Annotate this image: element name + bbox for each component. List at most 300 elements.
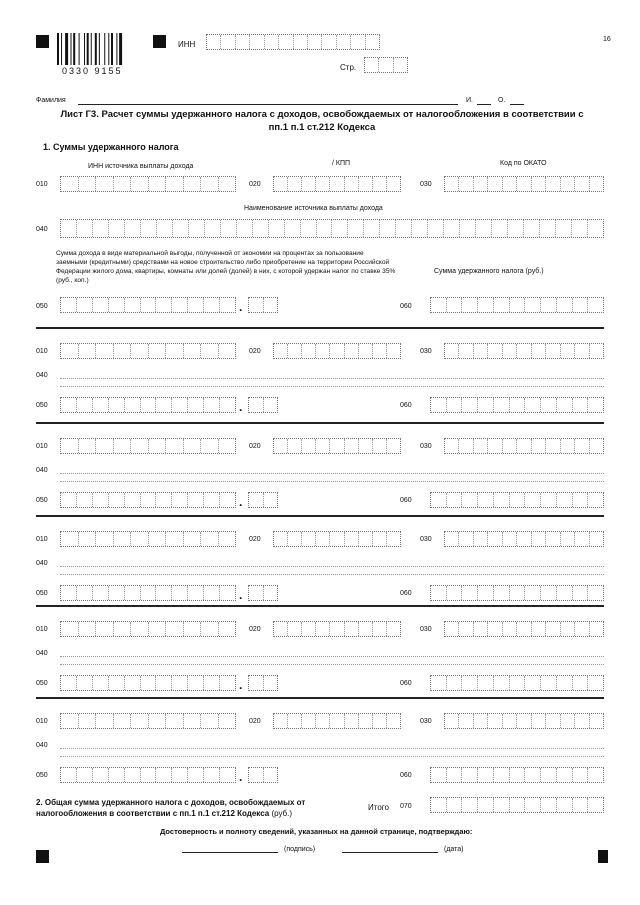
barcode-bar bbox=[87, 33, 89, 65]
cell bbox=[76, 398, 92, 412]
cell bbox=[219, 676, 235, 690]
cell bbox=[172, 220, 188, 237]
code-020-label: 020 bbox=[249, 718, 261, 725]
barcode-number: 0330 9155 bbox=[62, 66, 123, 76]
cell bbox=[287, 439, 301, 453]
cell bbox=[156, 220, 172, 237]
code-050-label: 050 bbox=[36, 303, 48, 310]
cell bbox=[76, 298, 92, 312]
cell bbox=[249, 676, 263, 690]
income-rub-field-4[interactable] bbox=[60, 585, 236, 601]
tax-sum-field-3[interactable] bbox=[430, 492, 604, 508]
code-020-label: 020 bbox=[249, 348, 261, 355]
kpp-field-2[interactable] bbox=[273, 343, 401, 359]
code-050-label: 050 bbox=[36, 772, 48, 779]
cell bbox=[587, 798, 603, 812]
cell bbox=[545, 622, 559, 636]
cell bbox=[473, 344, 487, 358]
cell bbox=[493, 586, 509, 600]
cell bbox=[187, 586, 203, 600]
inn-field[interactable] bbox=[206, 34, 380, 50]
cell bbox=[171, 298, 187, 312]
cell bbox=[531, 532, 545, 546]
cell bbox=[315, 532, 329, 546]
cell bbox=[344, 344, 358, 358]
block-separator bbox=[36, 422, 604, 424]
cell bbox=[301, 439, 315, 453]
cell bbox=[589, 532, 603, 546]
cell bbox=[108, 768, 124, 782]
cell bbox=[502, 344, 516, 358]
cell bbox=[445, 439, 458, 453]
cell bbox=[545, 532, 559, 546]
source-name-field-4[interactable] bbox=[60, 566, 604, 567]
cell bbox=[130, 177, 148, 191]
cell bbox=[293, 35, 307, 49]
income-rub-field-6[interactable] bbox=[60, 767, 236, 783]
cell bbox=[61, 344, 78, 358]
cell bbox=[307, 35, 321, 49]
cell bbox=[249, 298, 263, 312]
cell bbox=[165, 532, 183, 546]
cell bbox=[155, 768, 171, 782]
cell bbox=[493, 398, 509, 412]
cell bbox=[587, 586, 603, 600]
income-rub-field-2[interactable] bbox=[60, 397, 236, 413]
code-020-label: 020 bbox=[249, 536, 261, 543]
cell bbox=[372, 177, 386, 191]
cell bbox=[124, 676, 140, 690]
code-060-label: 060 bbox=[400, 590, 412, 597]
cell bbox=[473, 439, 487, 453]
cell bbox=[187, 298, 203, 312]
cell bbox=[502, 622, 516, 636]
cell bbox=[365, 58, 378, 72]
inn-source-field-5[interactable] bbox=[60, 621, 236, 637]
cell bbox=[524, 768, 540, 782]
cell bbox=[589, 622, 603, 636]
cell bbox=[516, 344, 530, 358]
cell bbox=[509, 768, 525, 782]
cell bbox=[545, 177, 559, 191]
col-inn-label: ИНН источника выплаты дохода bbox=[88, 163, 194, 170]
cell bbox=[301, 622, 315, 636]
cell bbox=[76, 676, 92, 690]
cell bbox=[372, 714, 386, 728]
section1-heading: 1. Суммы удержанного налога bbox=[43, 142, 179, 152]
cell bbox=[92, 298, 108, 312]
decimal-point: . bbox=[239, 588, 243, 602]
inn-source-field-3[interactable] bbox=[60, 438, 236, 454]
code-030-label: 030 bbox=[420, 181, 432, 188]
cell bbox=[574, 622, 588, 636]
cell bbox=[130, 532, 148, 546]
cell bbox=[587, 676, 603, 690]
cell bbox=[218, 344, 236, 358]
barcode-icon bbox=[57, 33, 143, 65]
cell bbox=[461, 398, 477, 412]
okato-field[interactable] bbox=[444, 176, 604, 192]
block-separator bbox=[36, 515, 604, 517]
inn-source-field-4[interactable] bbox=[60, 531, 236, 547]
cell bbox=[386, 344, 400, 358]
cell bbox=[315, 177, 329, 191]
cell bbox=[446, 676, 462, 690]
source-name-field-3[interactable] bbox=[60, 473, 604, 474]
cell bbox=[446, 493, 462, 507]
kpp-field[interactable] bbox=[273, 176, 401, 192]
source-name-field-6[interactable] bbox=[60, 748, 604, 749]
source-name-field-2[interactable] bbox=[60, 378, 604, 379]
cell bbox=[183, 344, 201, 358]
cell bbox=[372, 439, 386, 453]
cell bbox=[219, 298, 235, 312]
cell bbox=[183, 439, 201, 453]
okato-field-3[interactable] bbox=[444, 438, 604, 454]
cell bbox=[171, 768, 187, 782]
cell bbox=[263, 676, 278, 690]
cell bbox=[140, 298, 156, 312]
code-060-label: 060 bbox=[400, 402, 412, 409]
inn-source-field-6[interactable] bbox=[60, 713, 236, 729]
cell bbox=[509, 398, 525, 412]
cell bbox=[108, 586, 124, 600]
cell bbox=[203, 586, 219, 600]
cell bbox=[446, 398, 462, 412]
cell bbox=[431, 493, 446, 507]
cell bbox=[78, 622, 96, 636]
cell bbox=[461, 798, 477, 812]
cell bbox=[477, 586, 493, 600]
cell bbox=[358, 439, 372, 453]
cell bbox=[263, 298, 278, 312]
tax-sum-field-4[interactable] bbox=[430, 585, 604, 601]
cell bbox=[61, 177, 78, 191]
tax-sum-field-2[interactable] bbox=[430, 397, 604, 413]
inn-source-field-2[interactable] bbox=[60, 343, 236, 359]
cell bbox=[560, 532, 574, 546]
cell bbox=[263, 398, 278, 412]
cell bbox=[113, 344, 131, 358]
barcode-bar bbox=[91, 33, 92, 65]
cell bbox=[76, 768, 92, 782]
cell bbox=[249, 493, 263, 507]
cell bbox=[171, 676, 187, 690]
income-rub-field-5[interactable] bbox=[60, 675, 236, 691]
income-rub-field-3[interactable] bbox=[60, 492, 236, 508]
total-field[interactable] bbox=[430, 797, 604, 813]
barcode-bar bbox=[119, 33, 122, 65]
cell bbox=[461, 676, 477, 690]
cell bbox=[95, 439, 113, 453]
code-050-label: 050 bbox=[36, 497, 48, 504]
cell bbox=[363, 220, 379, 237]
cell bbox=[516, 439, 530, 453]
cell bbox=[124, 493, 140, 507]
cell bbox=[461, 493, 477, 507]
okato-field-4[interactable] bbox=[444, 531, 604, 547]
barcode-bar bbox=[61, 33, 62, 65]
cell bbox=[358, 622, 372, 636]
page-field[interactable] bbox=[364, 57, 408, 73]
cell bbox=[509, 298, 525, 312]
cell bbox=[108, 398, 124, 412]
tax-sum-field[interactable] bbox=[430, 297, 604, 313]
barcode-bar bbox=[79, 33, 80, 65]
tax-sum-field-5[interactable] bbox=[430, 675, 604, 691]
cell bbox=[76, 493, 92, 507]
barcode-bar bbox=[65, 33, 68, 65]
cell bbox=[315, 714, 329, 728]
section2-unit: (руб.) bbox=[271, 809, 293, 818]
cell bbox=[473, 714, 487, 728]
cell bbox=[301, 177, 315, 191]
decimal-point: . bbox=[239, 678, 243, 692]
cell bbox=[531, 714, 545, 728]
cell bbox=[509, 676, 525, 690]
cell bbox=[92, 220, 108, 237]
cell bbox=[140, 676, 156, 690]
cell bbox=[171, 398, 187, 412]
cell bbox=[316, 220, 332, 237]
cell bbox=[477, 298, 493, 312]
cell bbox=[329, 714, 343, 728]
code-060-label: 060 bbox=[400, 680, 412, 687]
cell bbox=[203, 298, 219, 312]
code-060-label: 060 bbox=[400, 772, 412, 779]
cell bbox=[487, 177, 501, 191]
initial-i-field[interactable] bbox=[477, 104, 491, 105]
block-separator bbox=[36, 327, 604, 329]
cell bbox=[148, 622, 166, 636]
cell bbox=[301, 714, 315, 728]
cell bbox=[461, 768, 477, 782]
cell bbox=[200, 439, 218, 453]
page-title-line1: Лист Г3. Расчет суммы удержанного налога с доходов, освобождаемых от налогообложения в соответствии с bbox=[60, 109, 584, 120]
cell bbox=[287, 622, 301, 636]
okato-field-2[interactable] bbox=[444, 343, 604, 359]
okato-field-5[interactable] bbox=[444, 621, 604, 637]
cell bbox=[124, 586, 140, 600]
cell bbox=[372, 532, 386, 546]
cell bbox=[155, 586, 171, 600]
cell bbox=[507, 220, 523, 237]
col-kpp-label: / КПП bbox=[332, 160, 351, 167]
okato-field-6[interactable] bbox=[444, 713, 604, 729]
page-label: Стр. bbox=[340, 63, 357, 72]
cell bbox=[487, 344, 501, 358]
cell bbox=[329, 532, 343, 546]
cell bbox=[331, 220, 347, 237]
cell bbox=[560, 714, 574, 728]
cell bbox=[502, 439, 516, 453]
cell bbox=[446, 768, 462, 782]
inn-label: ИНН bbox=[178, 40, 196, 49]
decimal-point: . bbox=[239, 770, 243, 784]
source-name-field-5[interactable] bbox=[60, 656, 604, 657]
income-kop-field-5[interactable] bbox=[248, 675, 278, 691]
kpp-field-3[interactable] bbox=[273, 438, 401, 454]
cell bbox=[321, 35, 335, 49]
cell bbox=[560, 177, 574, 191]
code-010-label: 010 bbox=[36, 348, 48, 355]
cell bbox=[516, 714, 530, 728]
tax-sum-field-6[interactable] bbox=[430, 767, 604, 783]
surname-label: Фамилия bbox=[36, 97, 66, 104]
cell bbox=[187, 398, 203, 412]
code-010-label: 010 bbox=[36, 443, 48, 450]
source-name-line-3 bbox=[60, 481, 604, 482]
cell bbox=[378, 58, 392, 72]
cell bbox=[540, 676, 556, 690]
kpp-field-4[interactable] bbox=[273, 531, 401, 547]
cell bbox=[61, 398, 76, 412]
cell bbox=[78, 177, 96, 191]
cell bbox=[78, 714, 96, 728]
cell bbox=[113, 622, 131, 636]
cell bbox=[148, 532, 166, 546]
cell bbox=[431, 768, 446, 782]
cell bbox=[493, 676, 509, 690]
cell bbox=[301, 532, 315, 546]
cell bbox=[446, 586, 462, 600]
code-060-label: 060 bbox=[400, 497, 412, 504]
code-070-label: 070 bbox=[400, 803, 412, 810]
cell bbox=[459, 220, 475, 237]
cell bbox=[540, 586, 556, 600]
inn-source-field[interactable] bbox=[60, 176, 236, 192]
income-kop-field-4[interactable] bbox=[248, 585, 278, 601]
cell bbox=[379, 220, 395, 237]
cell bbox=[165, 714, 183, 728]
source-name-field[interactable] bbox=[60, 219, 604, 238]
decimal-point: . bbox=[239, 495, 243, 509]
cell bbox=[187, 493, 203, 507]
cell bbox=[556, 798, 572, 812]
corner-marker-top-left bbox=[36, 35, 49, 48]
source-name-line-6 bbox=[60, 756, 604, 757]
cell bbox=[200, 622, 218, 636]
code-030-label: 030 bbox=[420, 626, 432, 633]
code-040-label: 040 bbox=[36, 742, 48, 749]
income-kop-field[interactable] bbox=[248, 297, 278, 313]
cell bbox=[445, 177, 458, 191]
cell bbox=[574, 439, 588, 453]
cell bbox=[252, 220, 268, 237]
cell bbox=[287, 714, 301, 728]
surname-field[interactable] bbox=[78, 104, 458, 105]
cell bbox=[315, 439, 329, 453]
cell bbox=[218, 532, 236, 546]
cell bbox=[477, 768, 493, 782]
cell bbox=[431, 298, 446, 312]
income-kop-field-6[interactable] bbox=[248, 767, 278, 783]
total-label: Итого bbox=[368, 803, 389, 812]
cell bbox=[155, 493, 171, 507]
cell bbox=[560, 622, 574, 636]
signature-line[interactable] bbox=[182, 852, 278, 853]
cell bbox=[493, 298, 509, 312]
cell bbox=[140, 768, 156, 782]
cell bbox=[589, 439, 603, 453]
cell bbox=[284, 220, 300, 237]
barcode-bar bbox=[99, 33, 100, 65]
cell bbox=[524, 493, 540, 507]
cell bbox=[589, 714, 603, 728]
cell bbox=[587, 220, 603, 237]
cell bbox=[287, 532, 301, 546]
cell bbox=[113, 714, 131, 728]
cell bbox=[372, 344, 386, 358]
cell bbox=[545, 439, 559, 453]
cell bbox=[108, 676, 124, 690]
cell bbox=[124, 220, 140, 237]
cell bbox=[572, 298, 588, 312]
cell bbox=[556, 768, 572, 782]
cell bbox=[524, 676, 540, 690]
cell bbox=[431, 676, 446, 690]
code-010-label: 010 bbox=[36, 626, 48, 633]
initial-o-field[interactable] bbox=[510, 104, 524, 105]
cell bbox=[571, 220, 587, 237]
cell bbox=[165, 439, 183, 453]
cell bbox=[560, 344, 574, 358]
cell bbox=[165, 622, 183, 636]
cell bbox=[556, 676, 572, 690]
kpp-field-6[interactable] bbox=[273, 713, 401, 729]
kpp-field-5[interactable] bbox=[273, 621, 401, 637]
cell bbox=[76, 586, 92, 600]
income-kop-field-3[interactable] bbox=[248, 492, 278, 508]
page-title bbox=[36, 108, 608, 134]
initial-i-label: И. bbox=[466, 97, 473, 104]
cell bbox=[274, 344, 287, 358]
cell bbox=[287, 344, 301, 358]
cell bbox=[329, 177, 343, 191]
cell bbox=[124, 398, 140, 412]
cell bbox=[445, 344, 458, 358]
cell bbox=[461, 298, 477, 312]
cell bbox=[344, 714, 358, 728]
cell bbox=[509, 798, 525, 812]
cell bbox=[200, 714, 218, 728]
code-020-label: 020 bbox=[249, 181, 261, 188]
income-kop-field-2[interactable] bbox=[248, 397, 278, 413]
cell bbox=[78, 439, 96, 453]
decimal-point: . bbox=[239, 300, 243, 314]
cell bbox=[531, 177, 545, 191]
cell bbox=[458, 714, 472, 728]
code-050-label: 050 bbox=[36, 590, 48, 597]
cell bbox=[218, 714, 236, 728]
cell bbox=[516, 532, 530, 546]
cell bbox=[493, 798, 509, 812]
code-020-label: 020 bbox=[249, 626, 261, 633]
cell bbox=[148, 714, 166, 728]
cell bbox=[556, 398, 572, 412]
code-010-label: 010 bbox=[36, 536, 48, 543]
cell bbox=[393, 58, 407, 72]
income-rub-field[interactable] bbox=[60, 297, 236, 313]
cell bbox=[347, 220, 363, 237]
section2-line2-wrap bbox=[36, 808, 305, 819]
date-line[interactable] bbox=[342, 852, 438, 853]
cell bbox=[574, 344, 588, 358]
cell bbox=[274, 622, 287, 636]
cell bbox=[531, 622, 545, 636]
cell bbox=[171, 586, 187, 600]
corner-marker-bottom-right bbox=[598, 850, 608, 863]
